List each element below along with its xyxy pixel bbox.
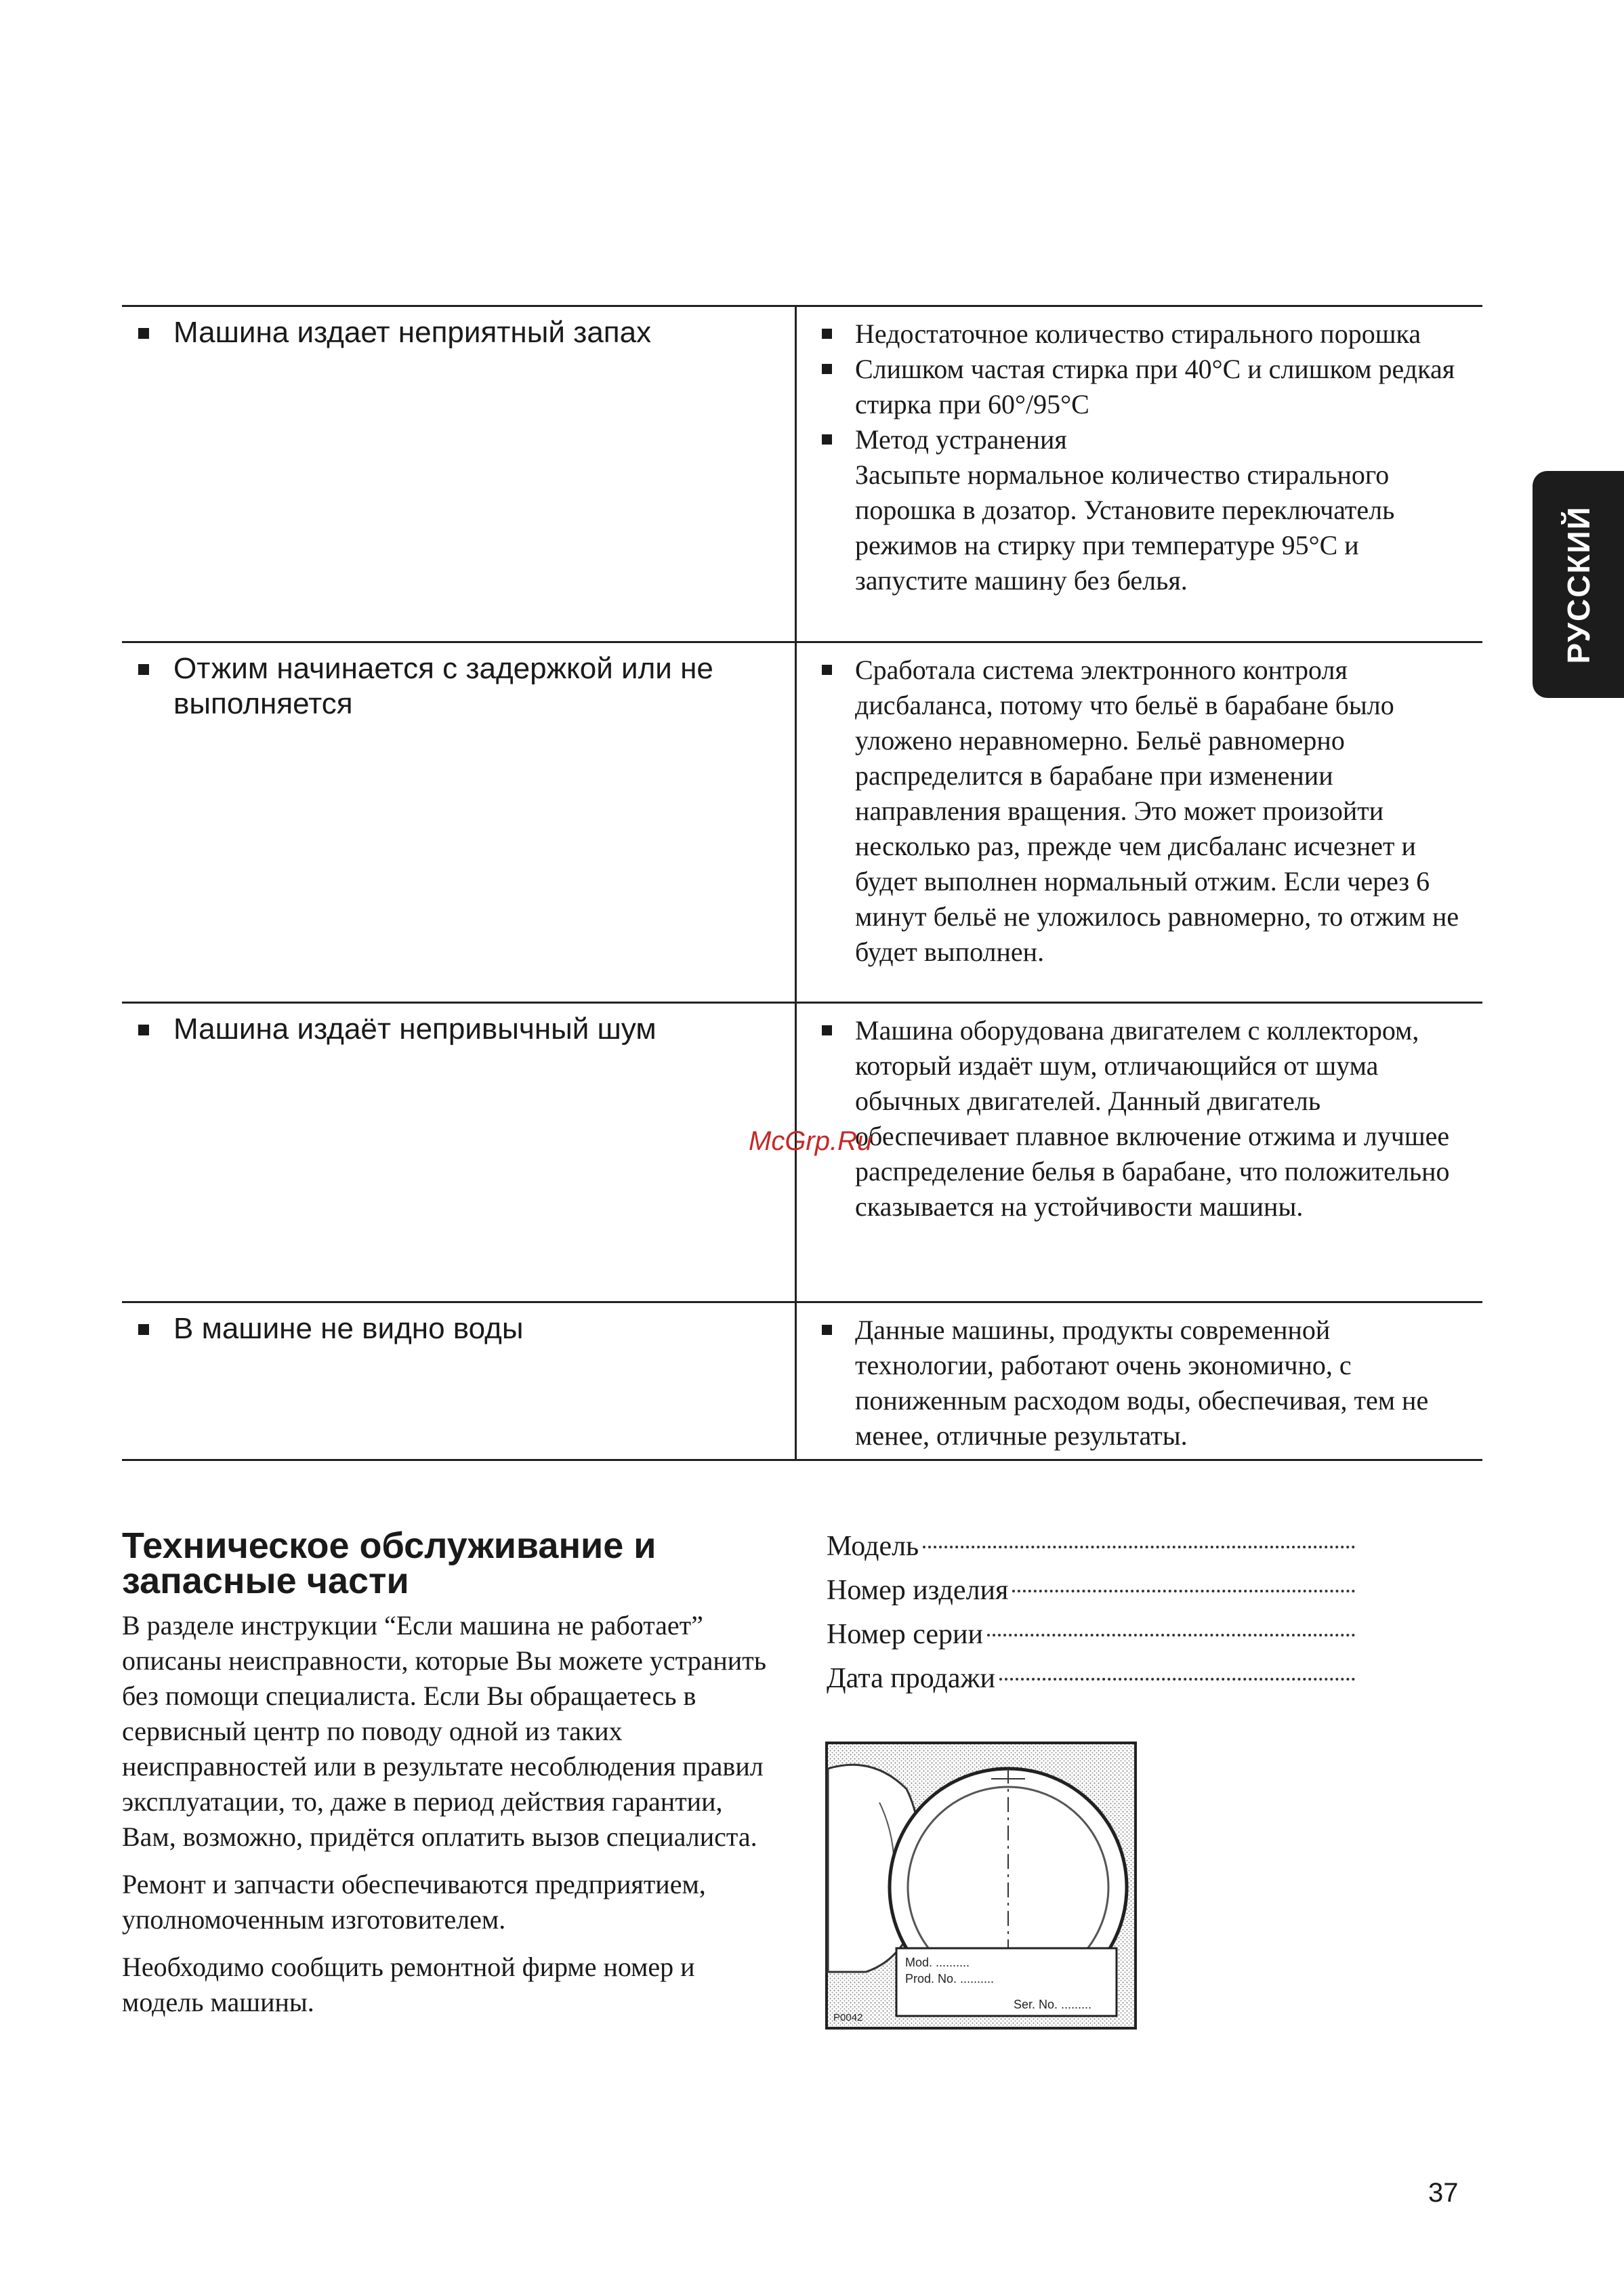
remedy-text: Метод устранения — [855, 424, 1067, 455]
plate-ser-text: Ser. No. ......... — [1014, 1998, 1092, 2011]
appliance-info-fields — [827, 1525, 1355, 1701]
section-title — [122, 1525, 772, 1601]
bullet-icon — [822, 1025, 832, 1035]
section-title-line: Техническое обслуживание и — [122, 1525, 657, 1566]
service-paragraph: В разделе инструкции “Если машина не работает” описаны неисправности, которые Вы можете устранить без помощи специалиста. Если Вы обращаетесь в сервисный центр по поводу одной из таких неисправностей или в результате несоблюдения правил эксплуатации, то, даже в период действия гарантии, Вам, возможно, придётся оплатить вызов специалиста. — [122, 1610, 766, 1852]
table-row — [122, 305, 1482, 641]
bullet-icon — [822, 665, 832, 675]
remedy-text: Данные машины, продукты современной технологии, работают очень экономично, с пониженным расходом воды, обеспечивая, тем не менее, отличные результаты. — [855, 1315, 1429, 1451]
watermark: McGrp.Ru — [749, 1126, 873, 1156]
table-row — [122, 1301, 1482, 1461]
symptom-text: Машина издает неприятный запах — [173, 316, 652, 349]
remedy-text: Недостаточное количество стирального порошка — [855, 318, 1421, 349]
field-label: Номер изделия — [827, 1575, 1009, 1606]
bullet-icon — [822, 1325, 832, 1335]
remedy-text: Машина оборудована двигателем с коллектором, который издаёт шум, отличающийся от шума обычных двигателей. Данный двигатель обеспечивает плавное включение отжима и лучшее распределение белья в барабане, что положительно сказывается на устойчивости машины. — [855, 1015, 1450, 1222]
field-blank — [923, 1546, 1355, 1548]
column-divider — [795, 643, 797, 1002]
troubleshooting-table — [122, 305, 1482, 1461]
page-number: 37 — [1428, 2178, 1459, 2208]
remedy-cell — [795, 643, 1482, 1002]
column-divider — [795, 1303, 797, 1459]
table-row — [122, 641, 1482, 1002]
symptom-cell — [122, 307, 795, 641]
language-tab-label: РУССКИЙ — [1560, 505, 1596, 664]
plate-prod-text: Prod. No. .......... — [905, 1972, 995, 1985]
bullet-icon — [822, 434, 832, 445]
symptom-text: Отжим начинается с задержкой или не выполняется — [173, 652, 713, 720]
field-blank — [1012, 1590, 1355, 1592]
symptom-cell — [122, 1004, 795, 1301]
language-tab — [1533, 471, 1624, 698]
symptom-cell — [122, 643, 795, 1002]
field-label: Модель — [827, 1531, 919, 1562]
remedy-text: Сработала система электронного контроля дисбаланса, потому что бельё в барабане было уложено неравномерно. Бельё равномерно распределится в барабане при изменении направления вращения. Это может произойти несколько раз, прежде чем дисбаланс исчезнет и будет выполнен нормальный отжим. Если через 6 минут бельё не уложилось равномерно, то отжим не будет выполнен. — [855, 655, 1459, 967]
service-paragraph: Необходимо сообщить ремонтной фирме номер и модель машины. — [122, 1952, 695, 2017]
service-section — [122, 1525, 772, 2032]
symptom-cell — [122, 1303, 795, 1459]
remedy-note: Засыпьте нормальное количество стирального порошка в дозатор. Установите переключатель режимов на стирку при температуре 95°C и запустите машину без белья. — [855, 459, 1395, 596]
purchase-date-field — [827, 1657, 1355, 1701]
symptom-text: Машина издаёт непривычный шум — [173, 1012, 657, 1046]
bullet-icon — [138, 1324, 149, 1335]
serial-number-field — [827, 1613, 1355, 1657]
remedy-cell — [795, 1004, 1482, 1301]
bullet-icon — [822, 329, 832, 339]
rating-plate-illustration — [825, 1742, 1137, 2030]
bullet-icon — [822, 364, 832, 374]
plate-code-text: P0042 — [833, 2012, 863, 2023]
model-field — [827, 1525, 1355, 1569]
remedy-text: Слишком частая стирка при 40°C и слишком редкая стирка при 60°/95°C — [855, 354, 1455, 419]
remedy-cell — [795, 1303, 1482, 1459]
plate-mod-text: Mod. .......... — [905, 1956, 970, 1969]
symptom-text: В машине не видно воды — [173, 1312, 524, 1345]
bullet-icon — [138, 328, 149, 339]
remedy-cell — [795, 307, 1482, 641]
field-label: Номер серии — [827, 1619, 983, 1650]
field-blank — [987, 1634, 1355, 1636]
section-title-line: запасные части — [122, 1561, 409, 1601]
service-paragraph: Ремонт и запчасти обеспечиваются предприятием, уполномоченным изготовителем. — [122, 1869, 706, 1935]
bullet-icon — [138, 1025, 149, 1035]
column-divider — [795, 307, 797, 641]
bullet-icon — [138, 664, 149, 675]
product-number-field — [827, 1569, 1355, 1613]
field-blank — [999, 1678, 1355, 1681]
field-label: Дата продажи — [827, 1663, 995, 1694]
